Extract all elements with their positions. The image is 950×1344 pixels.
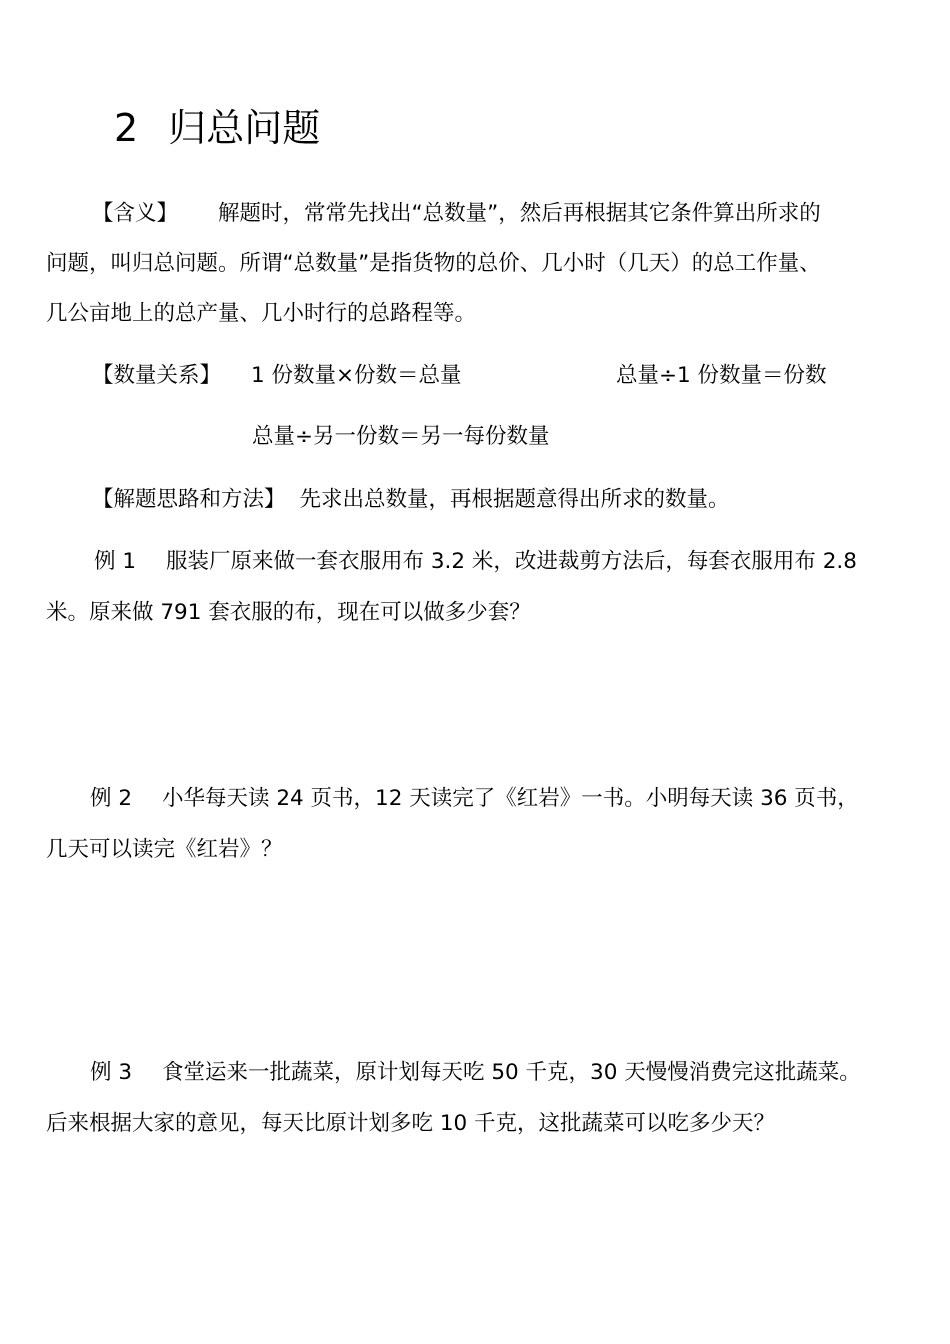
relation-formula-2: 总量÷1 份数量＝份数 bbox=[616, 363, 827, 388]
example-1-label: 例 1 bbox=[94, 549, 137, 574]
example-3-text-1: 食堂运来一批蔬菜，原计划每天吃 50 千克，30 天慢慢消费完这批蔬菜。 bbox=[162, 1060, 861, 1085]
relation-line-1 bbox=[92, 361, 462, 391]
meaning-line-2: 问题，叫归总问题。所谓“总数量”是指货物的总价、几小时（几天）的总工作量、 bbox=[46, 251, 821, 276]
example-1-text-1: 服装厂原来做一套衣服用布 3.2 米，改进裁剪方法后，每套衣服用布 2.8 bbox=[166, 549, 857, 574]
relation-formula-3: 总量÷另一份数＝另一每份数量 bbox=[252, 424, 550, 449]
example-2-line-2: 几天可以读完《红岩》？ bbox=[46, 837, 283, 862]
meaning-label: 【含义】 bbox=[92, 201, 179, 226]
section-title bbox=[114, 104, 320, 152]
method-label: 【解题思路和方法】 bbox=[92, 487, 286, 512]
relation-formula-1: 1 份数量×份数＝总量 bbox=[251, 363, 462, 388]
example-1-line-1 bbox=[94, 547, 857, 577]
example-3-line-1 bbox=[90, 1058, 861, 1088]
meaning-line-1 bbox=[92, 199, 821, 229]
section-title-text: 归总问题 bbox=[168, 106, 321, 150]
example-3-line-2: 后来根据大家的意见，每天比原计划多吃 10 千克，这批蔬菜可以吃多少天？ bbox=[46, 1111, 776, 1136]
example-2-text-1: 小华每天读 24 页书，12 天读完了《红岩》一书。小明每天读 36 页书， bbox=[162, 786, 859, 811]
example-1-line-2: 米。原来做 791 套衣服的布，现在可以做多少套？ bbox=[46, 600, 531, 625]
section-number: 2 bbox=[114, 106, 139, 150]
example-3-label: 例 3 bbox=[90, 1060, 133, 1085]
example-2-line-1 bbox=[90, 784, 859, 814]
method-text: 先求出总数量，再根据题意得出所求的数量。 bbox=[299, 487, 730, 512]
meaning-text-1: 解题时，常常先找出“总数量”，然后再根据其它条件算出所求的 bbox=[218, 201, 821, 226]
method-line bbox=[92, 485, 730, 515]
meaning-line-3: 几公亩地上的总产量、几小时行的总路程等。 bbox=[46, 301, 477, 326]
relation-label: 【数量关系】 bbox=[92, 363, 222, 388]
example-2-label: 例 2 bbox=[90, 786, 133, 811]
